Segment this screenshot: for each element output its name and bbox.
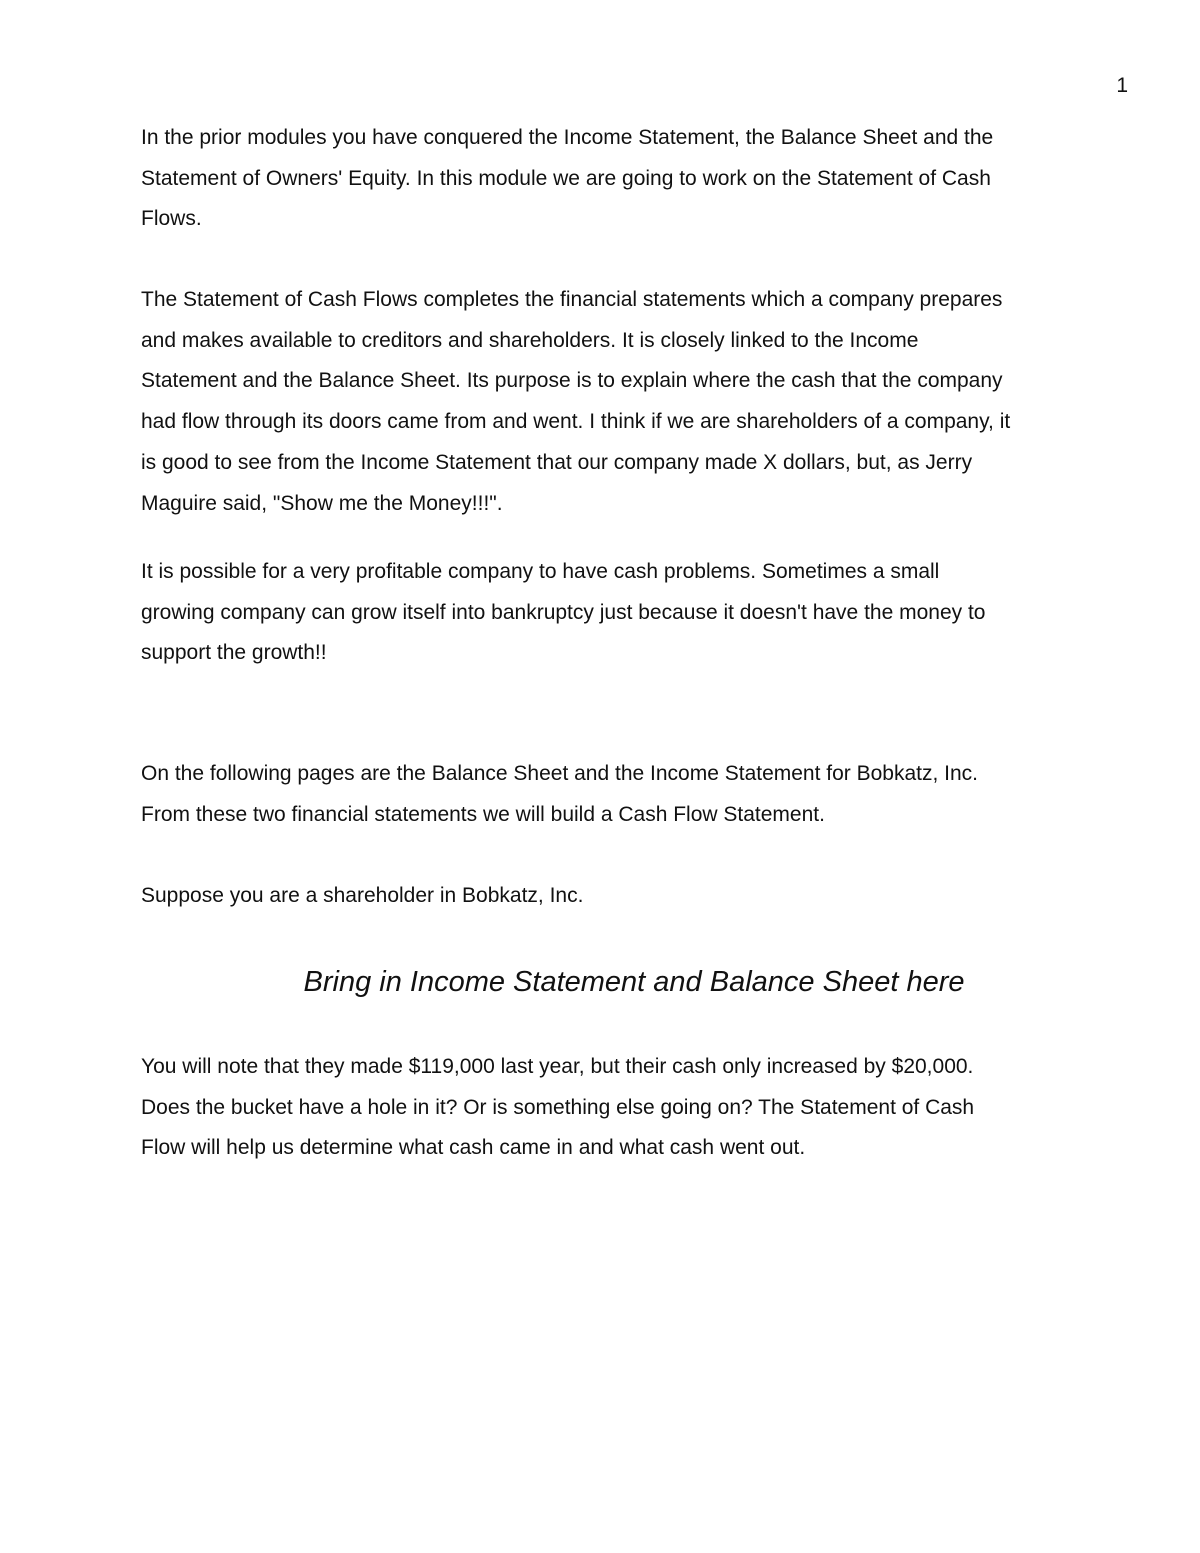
cash-problems-paragraph: [141, 552, 1131, 674]
bucket-hole-paragraph: [141, 1047, 1131, 1169]
text-line: is good to see from the Income Statement that our company made X dollars, but, as Jerry: [141, 450, 973, 474]
text-line: You will note that they made $119,000 last year, but their cash only increased by $20,000.: [141, 1055, 974, 1078]
statement-purpose-paragraph: [141, 280, 1131, 524]
text-line: The Statement of Cash Flows completes the financial statements which a company prepares: [141, 288, 1003, 311]
text-line: Flows.: [141, 207, 202, 231]
text-line: had flow through its doors came from and went. I think if we are shareholders of a company, it: [141, 410, 1011, 434]
intro-paragraph: [141, 118, 1131, 240]
text-line: Statement and the Balance Sheet. Its purpose is to explain where the cash that the company: [141, 369, 1003, 393]
text-line: Suppose you are a shareholder in Bobkatz, Inc.: [141, 884, 584, 907]
text-line: Maguire said, "Show me the Money!!!".: [141, 491, 503, 515]
text-line: Statement of Owners' Equity. In this module we are going to work on the Statement of Cash: [141, 166, 991, 190]
text-line: support the growth!!: [141, 641, 327, 665]
text-line: In the prior modules you have conquered the Income Statement, the Balance Sheet and the: [141, 126, 994, 149]
text-line: and makes available to creditors and shareholders. It is closely linked to the Income: [141, 328, 919, 352]
text-line: growing company can grow itself into bankruptcy just because it doesn't have the money to: [141, 600, 986, 624]
text-line: From these two financial statements we will build a Cash Flow Statement.: [141, 802, 825, 826]
page-number: 1: [1116, 74, 1128, 97]
text-line: On the following pages are the Balance Sheet and the Income Statement for Bobkatz, Inc.: [141, 762, 979, 785]
text-line: It is possible for a very profitable company to have cash problems. Sometimes a small: [141, 560, 940, 583]
callout-heading: Bring in Income Statement and Balance Sheet here: [303, 966, 965, 998]
text-line: Flow will help us determine what cash came in and what cash went out.: [141, 1136, 806, 1160]
shareholder-paragraph: [141, 876, 1131, 917]
following-pages-paragraph: [141, 754, 1131, 835]
text-line: Does the bucket have a hole in it? Or is something else going on? The Statement of Cash: [141, 1095, 975, 1119]
